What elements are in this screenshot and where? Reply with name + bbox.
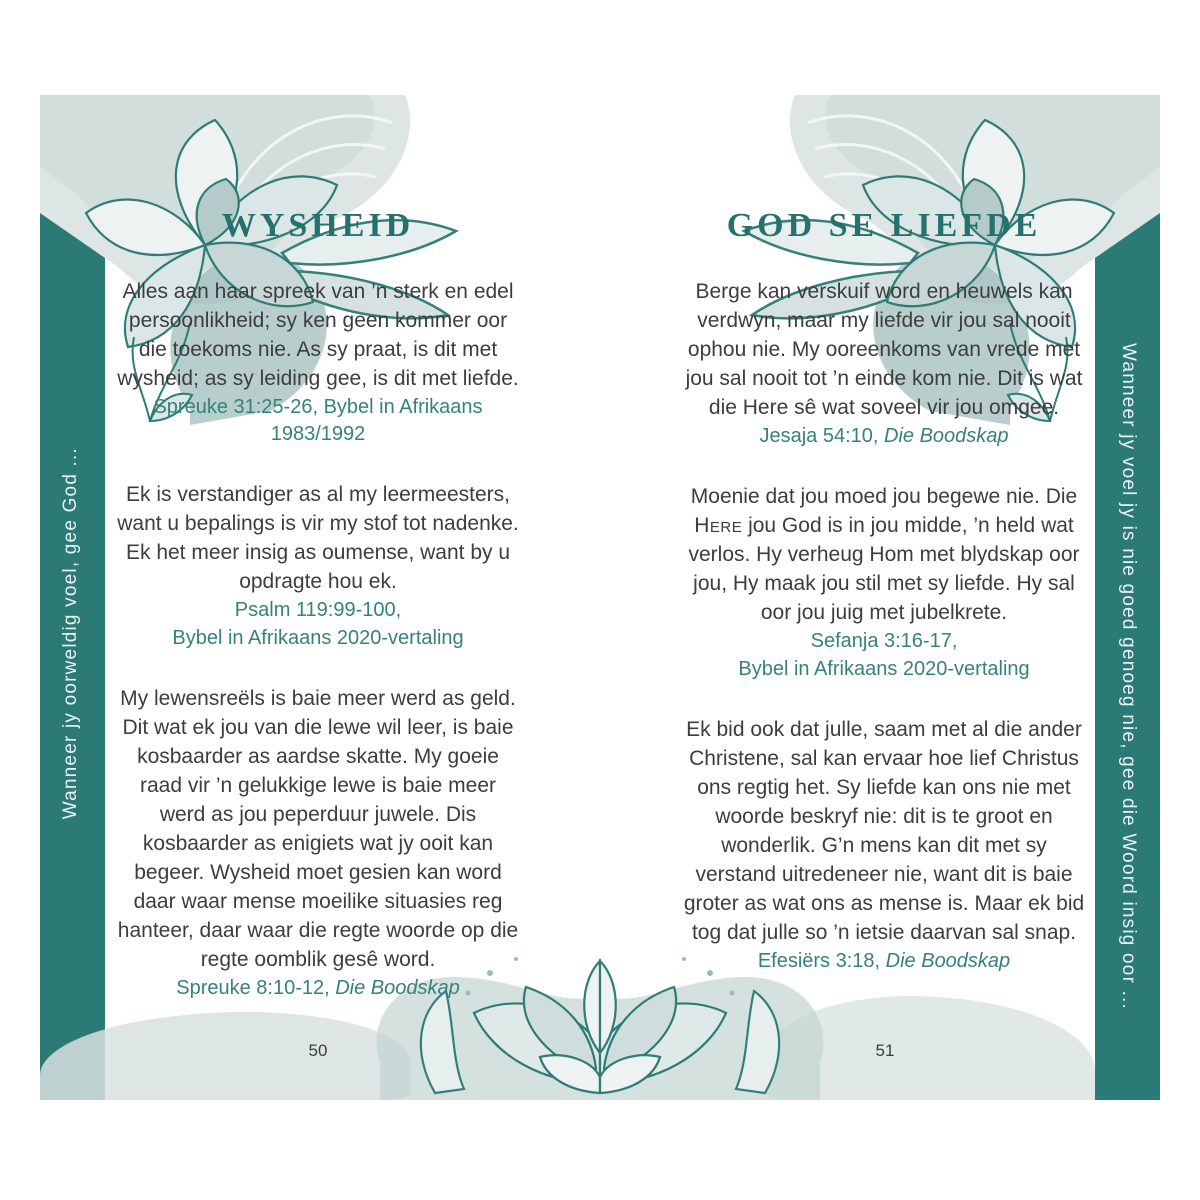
reference-segment: Bybel in Afrikaans 2020-vertaling (738, 658, 1030, 680)
translation-name: Die Boodskap (884, 425, 1009, 447)
passage-text-segment: Berge kan verskuif word en heuwels kan verdwyn, maar my liefde vir jou sal nooit ophou nie. My ooreenkoms van vrede met jou sal nooit tot ’n einde kom nie. Dit is wat die Here sê wat soveel vir jou omgee. (685, 280, 1083, 419)
reference-segment: Jesaja 54:10, (759, 425, 884, 447)
passage-text (683, 277, 1085, 422)
passage-reference (683, 656, 1085, 683)
scripture-passage (117, 277, 519, 448)
passage-reference (117, 975, 519, 1002)
left-sidebar-caption: Wanneer jy oorweldig voel, gee God ... (60, 447, 81, 820)
passage-reference (117, 625, 519, 652)
passage-reference (683, 948, 1085, 975)
left-page (117, 207, 519, 1034)
passage-text-segment: Moenie dat jou moed jou begewe nie. Die (690, 485, 1078, 508)
reference-segment: Psalm 119:99-100, (234, 599, 402, 621)
passage-reference (117, 597, 519, 624)
right-page-title: GOD SE LIEFDE (726, 207, 1042, 244)
passage-text-segment: jou God is in jou midde, ’n held wat verlos. Hy verheug Hom met blydskap oor jou, Hy maak jou stil met sy liefde. Hy sal oor jou juig met jubelkrete. (688, 514, 1080, 624)
scripture-passage (683, 715, 1085, 975)
translation-name: Die Boodskap (885, 950, 1011, 972)
passage-reference (117, 394, 519, 448)
scripture-passage (117, 480, 519, 652)
left-page-number: 50 (308, 1041, 328, 1060)
reference-segment: Spreuke 31:25-26, Bybel in Afrikaans 1983/1992 (153, 396, 483, 445)
passage-reference (683, 423, 1085, 450)
reference-segment: Spreuke 8:10-12, (176, 977, 336, 999)
left-page-title: WYSHEID (221, 207, 415, 244)
page-spread (40, 95, 1160, 1100)
passage-text-segment: Alles aan haar spreek van ’n sterk en edel persoonlikheid; sy ken geen kommer oor die toekoms nie. As sy praat, is dit met wysheid; as sy leiding gee, is dit met liefde. (117, 280, 519, 390)
right-page-number: 51 (875, 1041, 895, 1060)
reference-segment: Bybel in Afrikaans 2020-vertaling (172, 627, 464, 649)
passage-text-segment: My lewensreëls is baie meer werd as geld. Dit wat ek jou van die lewe wil leer, is baie kosbaarder as aardse skatte. My goeie raad vir ’n gelukkige lewe is baie meer werd as jou peperduur juwele. Dis kosbaarder as enigiets wat jy ooit kan begeer. Wysheid moet gesien kan word daar waar mense moeilike situasies reg hanteer, daar waar die regte woorde op die regte oomblik gesê word. (117, 687, 519, 971)
scripture-passage (683, 482, 1085, 683)
right-page (683, 207, 1085, 1007)
passage-text-segment: Ek bid ook dat julle, saam met al die ander Christene, sal kan ervaar hoe lief Christus ons regtig het. Sy liefde kan ons nie met woorde beskryf nie: dit is te groot en wonderlik. G’n mens kan dit met sy verstand uitredeneer nie, want dit is baie groter as wat ons as mense is. Maar ek bid tog dat julle so ’n ietsie daarvan sal snap. (683, 718, 1085, 944)
translation-name: Die Boodskap (335, 977, 460, 999)
passage-reference (683, 628, 1085, 655)
passage-text (117, 277, 519, 393)
reference-segment: Efesiërs 3:18, (757, 950, 886, 972)
passage-text (117, 684, 519, 974)
scripture-passage (683, 277, 1085, 450)
passage-text (683, 482, 1085, 627)
right-page-passages (683, 277, 1085, 975)
passage-text-segment: Ek is verstandiger as al my leermeesters, want u bepalings is vir my stof tot nadenke. Ek het meer insig as oumense, want by u opdragte hou ek. (117, 483, 519, 593)
left-page-passages (117, 277, 519, 1002)
passage-text (683, 715, 1085, 947)
scripture-passage (117, 684, 519, 1002)
divine-name-smallcaps: Here (694, 514, 743, 537)
right-sidebar-caption: Wanneer jy voel jy is nie goed genoeg nie, gee die Woord insig oor ... (1118, 343, 1139, 1011)
passage-text (117, 480, 519, 596)
reference-segment: Sefanja 3:16-17, (810, 630, 958, 652)
